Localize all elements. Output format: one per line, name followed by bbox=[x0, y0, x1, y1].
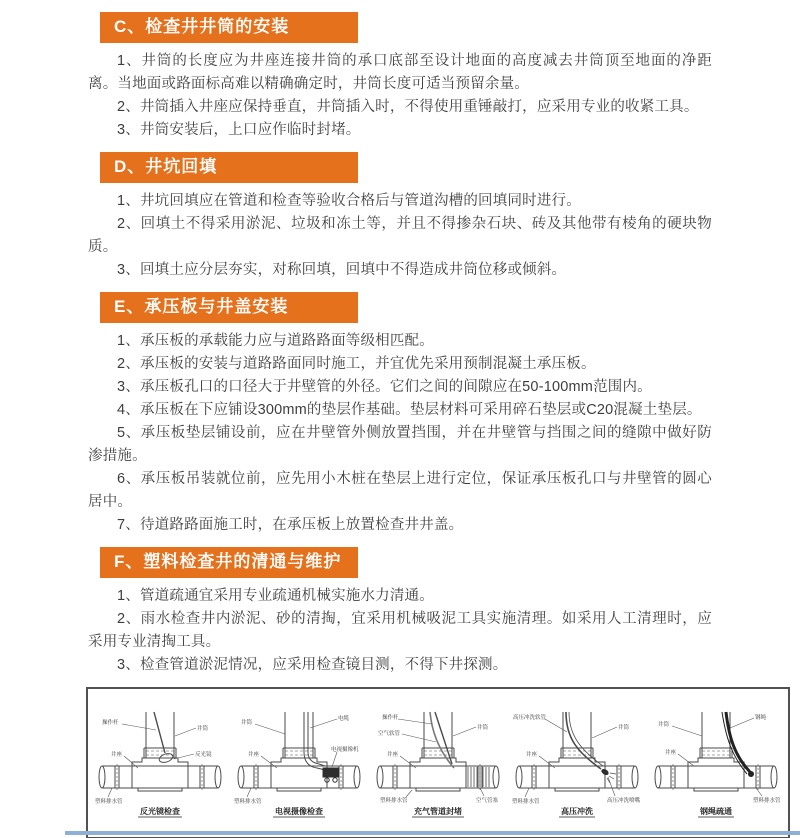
section-header-e bbox=[100, 292, 358, 323]
paragraph: 5、承压板垫层铺设前，应在井壁管外侧放置挡围，并在井壁管与挡围之间的缝隙中做好防渗措施。 bbox=[88, 425, 712, 464]
figure-label: 电缆 bbox=[337, 716, 349, 722]
figure-label: 塑料排水管 bbox=[379, 798, 408, 804]
paragraph: 7、待道路路面施工时，在承压板上放置检查井井盖。 bbox=[117, 517, 464, 533]
figure-label: 塑料排水管 bbox=[233, 799, 262, 805]
section-title: D、井坑回填 bbox=[114, 157, 218, 176]
section-header-c bbox=[100, 12, 358, 43]
figure-label: 塑料排水管 bbox=[94, 799, 123, 805]
footer-accent-bar bbox=[65, 831, 800, 835]
figure-label: 井座 bbox=[247, 752, 259, 758]
paragraph: 6、承压板吊装就位前，应先用小木桩在垫层上进行定位，保证承压板孔口与井壁管的圆心居中。 bbox=[88, 471, 712, 510]
paragraph: 1、管道疏通宜采用专业疏通机械实施水力清通。 bbox=[117, 588, 434, 604]
section-title: C、检查井井筒的安装 bbox=[114, 17, 290, 36]
paragraph: 1、井坑回填应在管道和检查等验收合格后与管道沟槽的回填同时进行。 bbox=[117, 193, 581, 209]
section-title: E、承压板与井盖安装 bbox=[114, 297, 289, 316]
diagram-high-pressure-flushing bbox=[511, 704, 643, 822]
section-body-f bbox=[88, 585, 712, 677]
diagram-tv-camera-inspection bbox=[233, 704, 365, 822]
figure-label: 高压冲洗软管 bbox=[513, 715, 547, 721]
figure-label: 空气管塞 bbox=[475, 798, 498, 804]
section-header-d bbox=[100, 152, 358, 183]
section-header-f bbox=[100, 547, 358, 578]
figure-label: 反光镜 bbox=[194, 752, 212, 758]
figure-caption: 充气管道封堵 bbox=[413, 807, 462, 816]
figure-label: 井筒 bbox=[240, 720, 252, 726]
paragraph: 4、承压板在下应铺设300mm的垫层作基础。垫层材料可采用碎石垫层或C20混凝土垫层。 bbox=[117, 402, 702, 418]
maintenance-methods-figure-panel bbox=[86, 687, 790, 838]
section-title: F、塑料检查井的清通与维护 bbox=[114, 552, 342, 571]
paragraph: 3、承压板孔口的口径大于井壁管的外径。它们之间的间隙应在50-100mm范围内。 bbox=[117, 379, 652, 395]
section-body-c bbox=[88, 50, 712, 142]
figure-label: 井筒 bbox=[618, 725, 630, 731]
diagram-steel-rope-dredging bbox=[650, 704, 782, 822]
paragraph: 3、检查管道淤泥情况，应采用检查镜目测，不得下井探测。 bbox=[117, 657, 508, 673]
figure-caption: 钢绳疏通 bbox=[700, 807, 733, 816]
figure-caption: 电视摄像检查 bbox=[274, 807, 323, 816]
figure-label: 井座 bbox=[526, 752, 538, 758]
figure-label: 空气软管 bbox=[377, 731, 400, 737]
figure-label: 井座 bbox=[386, 752, 398, 758]
diagram-inflatable-pipe-plugging bbox=[372, 704, 504, 822]
figure-label: 井筒 bbox=[196, 726, 208, 732]
paragraph: 2、承压板的安装与道路路面同时施工，并宜优先采用预制混凝土承压板。 bbox=[117, 356, 596, 372]
figure-label: 井筒 bbox=[476, 725, 488, 731]
figure-label: 井座 bbox=[665, 750, 677, 756]
figure-label: 操作杆 bbox=[381, 715, 399, 721]
figure-caption: 高压冲洗 bbox=[561, 807, 594, 816]
figure-label: 钢绳 bbox=[755, 715, 767, 721]
figure-label: 塑料排水管 bbox=[512, 799, 540, 805]
figure-label: 高压冲洗喷嘴 bbox=[607, 798, 641, 804]
section-body-e bbox=[88, 330, 712, 537]
paragraph: 2、井筒插入井座应保持垂直，井筒插入时，不得使用重锤敲打，应采用专业的收紧工具。 bbox=[117, 99, 699, 115]
paragraph: 1、承压板的承载能力应与道路路面等级相匹配。 bbox=[117, 333, 434, 349]
figure-label: 井座 bbox=[110, 752, 122, 758]
paragraph: 1、井筒的长度应为井座连接井筒的承口底部至设计地面的高度减去井筒顶至地面的净距离。当地面或路面标高难以精确确定时，井筒长度可适当预留余量。 bbox=[88, 53, 712, 92]
paragraph: 2、雨水检查井内淤泥、砂的清掏，宜采用机械吸泥工具实施清理。如采用人工清理时，应采用专业清掏工具。 bbox=[88, 611, 712, 650]
figure-caption: 反光镜检查 bbox=[139, 807, 180, 816]
page-content bbox=[88, 10, 781, 838]
paragraph: 3、井筒安装后，上口应作临时封堵。 bbox=[117, 122, 361, 138]
paragraph: 2、回填土不得采用淤泥、垃圾和冻土等，并且不得掺杂石块、砖及其他带有棱角的硬块物质。 bbox=[88, 216, 712, 255]
paragraph: 3、回填土应分层夯实，对称回填，回填中不得造成井筒位移或倾斜。 bbox=[117, 262, 567, 278]
section-body-d bbox=[88, 190, 712, 282]
diagram-mirror-inspection bbox=[94, 704, 226, 822]
figure-label: 操作杆 bbox=[101, 720, 119, 726]
figure-label: 塑料排水管 bbox=[753, 798, 781, 804]
figure-label: 电视摄像机 bbox=[330, 747, 359, 753]
figure-label: 井筒 bbox=[658, 722, 670, 728]
